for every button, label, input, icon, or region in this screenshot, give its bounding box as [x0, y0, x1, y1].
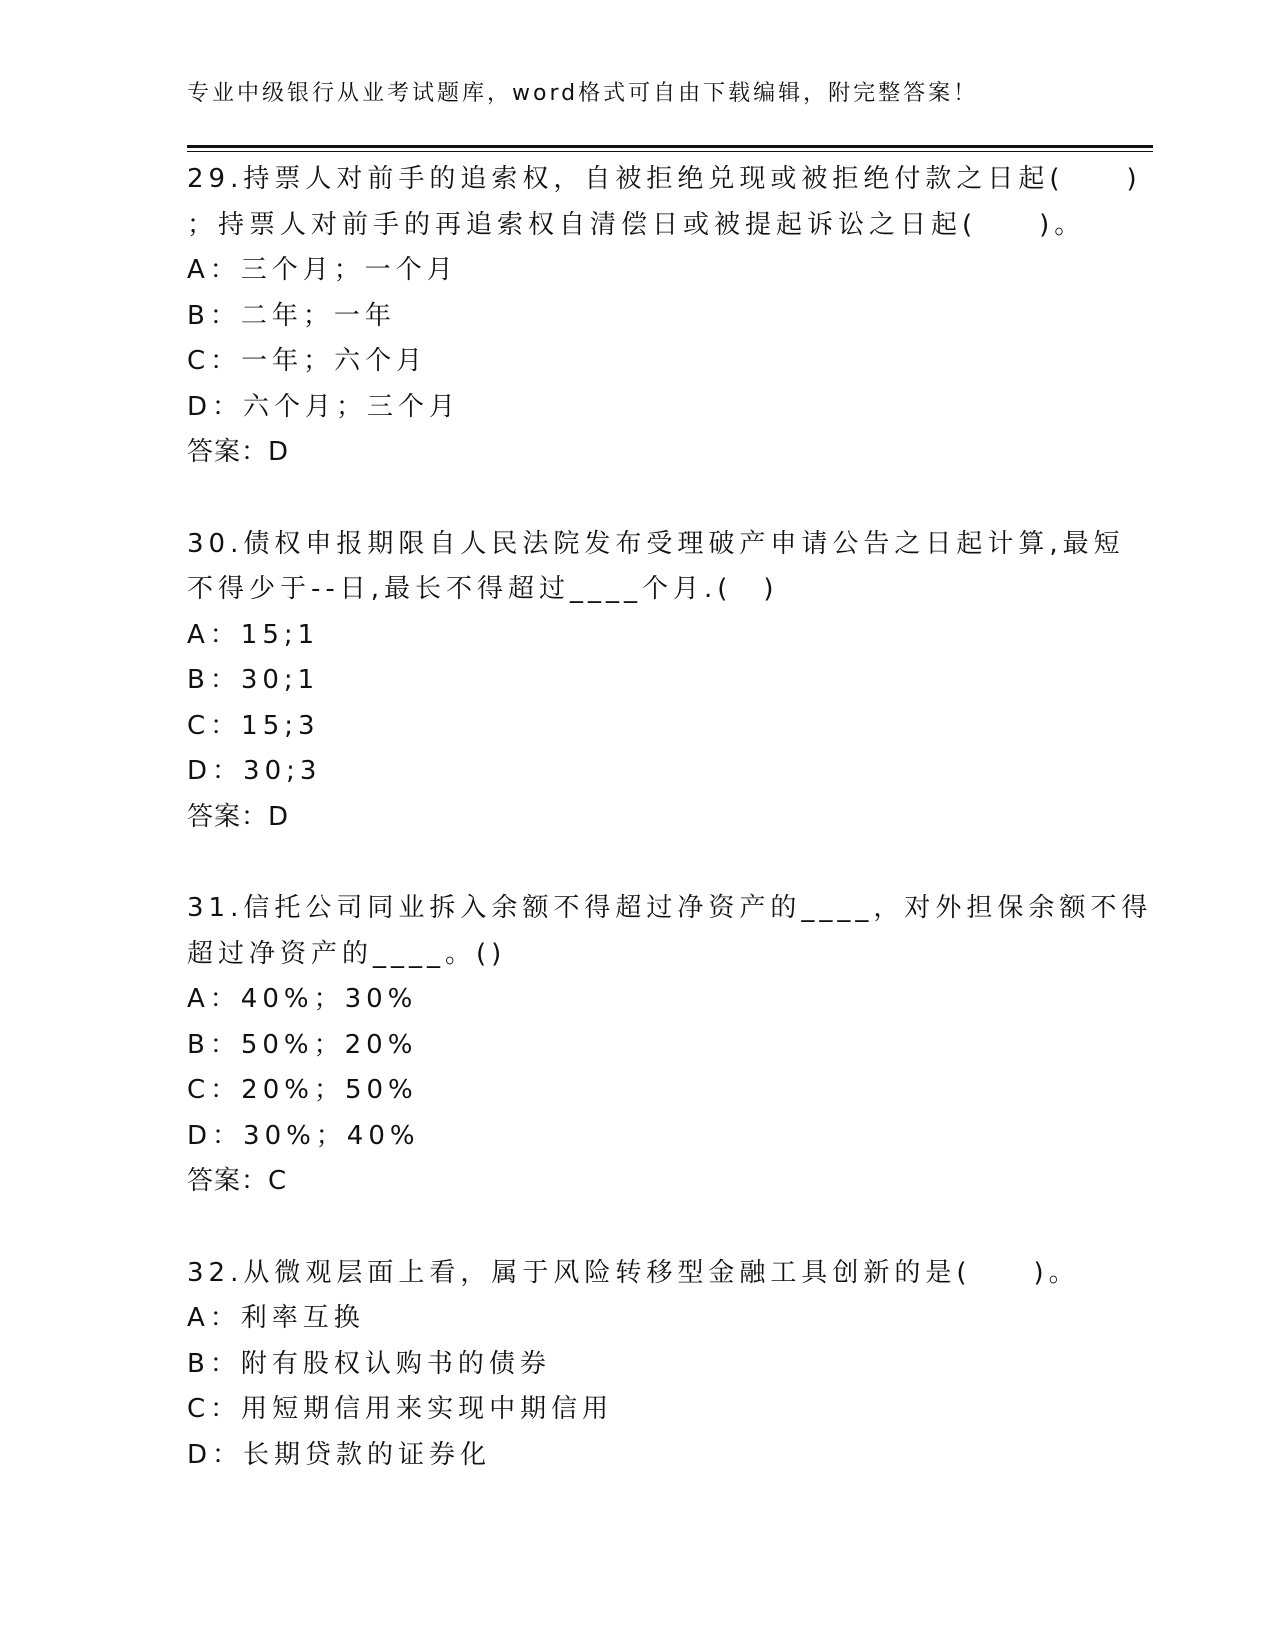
answer-option: C：15;3 [187, 710, 320, 741]
answer-option: D：30%；40% [187, 1120, 420, 1151]
question-block [187, 157, 1153, 476]
question-block [187, 886, 1153, 1205]
answer-option: A：15;1 [187, 619, 320, 650]
page-header: 专业中级银行从业考试题库，word格式可自由下载编辑，附完整答案！ [187, 81, 979, 106]
question-stem-line: 29.持票人对前手的追索权，自被拒绝兑现或被拒绝付款之日起( ) [187, 164, 1142, 194]
question-list [187, 157, 1153, 1524]
question-block [187, 522, 1153, 841]
answer-option: B：50%；20% [187, 1029, 418, 1060]
question-stem-line: 超过净资产的____。() [187, 938, 507, 969]
answer-option: A：利率互换 [187, 1303, 365, 1333]
answer-option: C：一年；六个月 [187, 346, 428, 376]
answer-key: 答案：C [187, 1166, 288, 1196]
answer-option: B：二年；一年 [187, 300, 396, 331]
question-stem-line: 31.信托公司同业拆入余额不得超过净资产的____，对外担保余额不得 [187, 893, 1153, 923]
question-block [187, 1251, 1153, 1479]
question-stem-line: ；持票人对前手的再追索权自清偿日或被提起诉讼之日起( )。 [187, 209, 1086, 240]
answer-option: A：40%；30% [187, 984, 418, 1014]
question-stem-line: 32.从微观层面上看，属于风险转移型金融工具创新的是( )。 [187, 1257, 1080, 1288]
header-divider-thick [187, 145, 1153, 148]
answer-option: B：30;1 [187, 665, 320, 695]
answer-key: 答案：D [187, 437, 290, 467]
answer-option: B：附有股权认购书的债券 [187, 1348, 551, 1379]
answer-option: D：六个月；三个月 [187, 391, 461, 422]
answer-option: C：20%；50% [187, 1075, 418, 1105]
question-stem-line: 30.债权申报期限自人民法院发布受理破产申请公告之日起计算,最短 [187, 528, 1125, 559]
answer-key: 答案：D [187, 801, 290, 832]
answer-option: D：30;3 [187, 756, 322, 786]
answer-option: D：长期贷款的证券化 [187, 1439, 492, 1470]
header-divider-thin [187, 151, 1153, 152]
question-stem-line: 不得少于--日,最长不得超过____个月.( ) [187, 574, 779, 604]
answer-option: C：用短期信用来实现中期信用 [187, 1394, 614, 1424]
answer-option: A：三个月；一个月 [187, 255, 458, 285]
